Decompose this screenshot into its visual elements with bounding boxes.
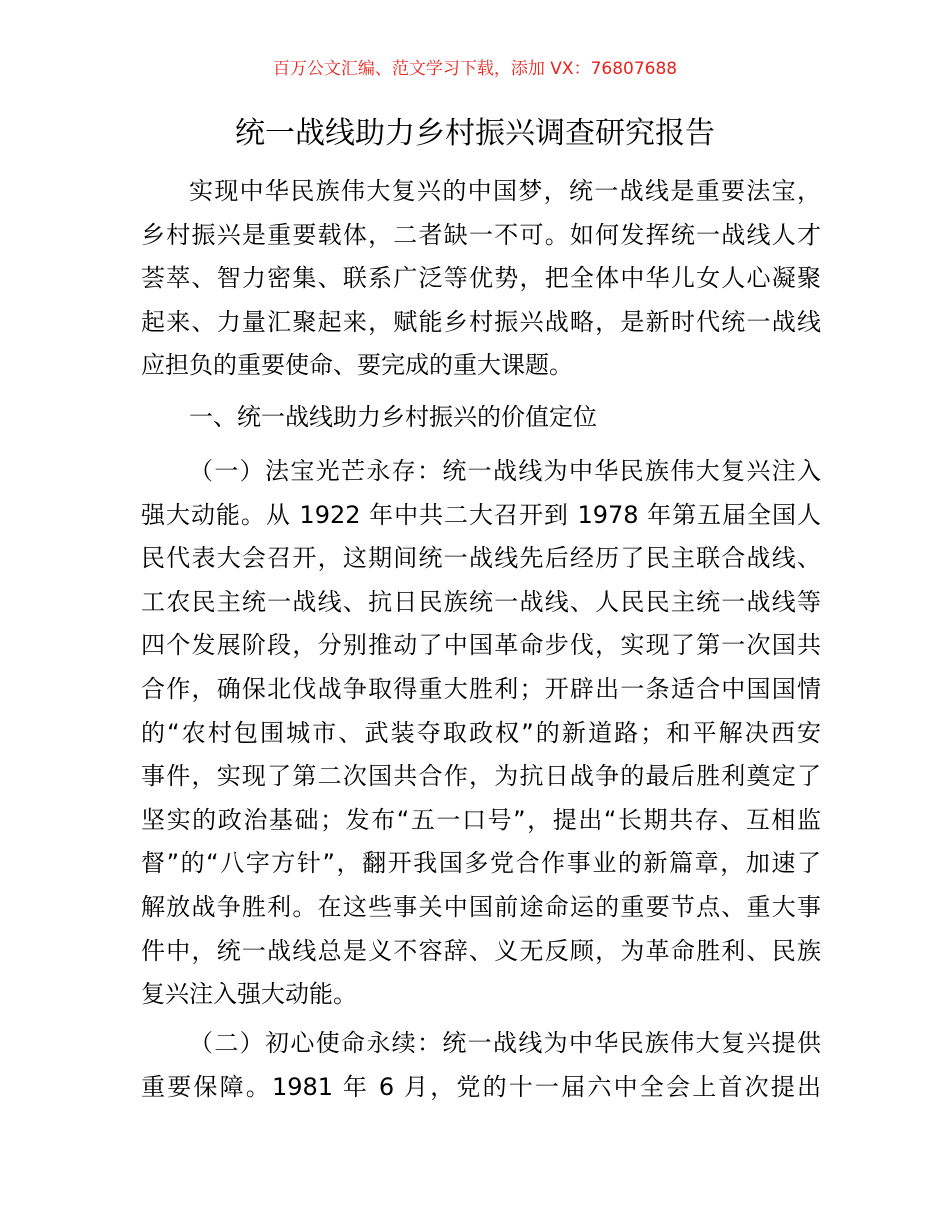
paragraph-line: 合作，确保北伐战争取得重大胜利；开辟出一条适合中国国情: [141, 674, 821, 703]
paragraph-line: （二）初心使命永续：统一战线为中华民族伟大复兴提供: [189, 1029, 821, 1057]
paragraph-line: 复兴注入强大动能。: [141, 980, 357, 1009]
paragraph-line: 重要保障。1981 年 6 月，党的十一届六中全会上首次提出: [141, 1072, 821, 1101]
paragraph-line: 件中，统一战线总是义不容辞、义无反顾，为革命胜利、民族: [141, 936, 821, 965]
paragraph-line: 坚实的政治基础；发布“五一口号”，提出“长期共存、互相监: [141, 805, 821, 834]
document-title: 统一战线助力乡村振兴调查研究报告: [235, 116, 715, 151]
paragraph-line: 解放战争胜利。在这些事关中国前途命运的重要节点、重大事: [141, 892, 821, 921]
paragraph-line: 起来、力量汇聚起来，赋能乡村振兴战略，是新时代统一战线: [141, 307, 821, 336]
paragraph-line: 强大动能。从 1922 年中共二大召开到 1978 年第五届全国人: [141, 500, 821, 529]
watermark-banner: 百万公文汇编、范文学习下载，添加 VX：76807688: [272, 59, 678, 79]
section-heading: [141, 396, 821, 440]
paragraph-line: （一）法宝光芒永存：统一战线为中华民族伟大复兴注入: [189, 457, 821, 485]
paragraph-line: 四个发展阶段，分别推动了中国革命步伐，实现了第一次国共: [141, 631, 821, 660]
paragraph-line: 督”的“八字方针”，翻开我国多党合作事业的新篇章，加速了: [141, 849, 821, 878]
paragraph-intro: [141, 170, 821, 388]
paragraph-section-2: [141, 1022, 821, 1109]
paragraph-line: 民代表大会召开，这期间统一战线先后经历了民主联合战线、: [141, 544, 821, 573]
paragraph-line: 的“农村包围城市、武装夺取政权”的新道路；和平解决西安: [141, 718, 821, 747]
paragraph-line: 应担负的重要使命、要完成的重大课题。: [141, 351, 573, 380]
paragraph-line: 工农民主统一战线、抗日民族统一战线、人民民主统一战线等: [141, 587, 821, 616]
section-heading-text: 一、统一战线助力乡村振兴的价值定位: [189, 403, 597, 431]
paragraph-section-1: [141, 450, 821, 1017]
paragraph-line: 荟萃、智力密集、联系广泛等优势，把全体中华儿女人心凝聚: [141, 264, 821, 293]
paragraph-line: 实现中华民族伟大复兴的中国梦，统一战线是重要法宝，: [189, 177, 821, 205]
paragraph-line: 乡村振兴是重要载体，二者缺一不可。如何发挥统一战线人才: [141, 220, 821, 249]
paragraph-line: 事件，实现了第二次国共合作，为抗日战争的最后胜利奠定了: [141, 762, 821, 791]
